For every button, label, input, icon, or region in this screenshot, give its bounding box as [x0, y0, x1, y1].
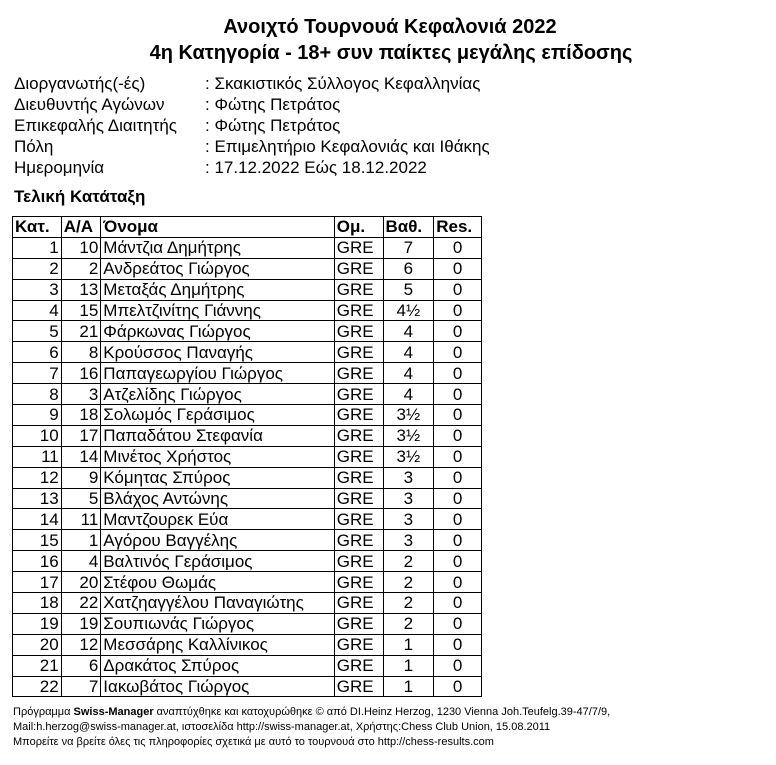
- header-pts: Βαθ.: [383, 217, 434, 238]
- cell-name: Ιακωβάτος Γιώργος: [101, 676, 334, 697]
- cell-points: 2: [383, 613, 434, 634]
- cell-points: 3: [383, 488, 434, 509]
- cell-points: 3½: [383, 405, 434, 426]
- cell-fed: GRE: [334, 342, 383, 363]
- cell-rank: 8: [13, 384, 62, 405]
- cell-aa: 17: [61, 425, 101, 446]
- cell-name: Βλάχος Αντώνης: [101, 488, 334, 509]
- cell-fed: GRE: [334, 488, 383, 509]
- cell-points: 4½: [383, 300, 434, 321]
- info-row-organizer: [14, 73, 490, 94]
- cell-aa: 7: [61, 676, 101, 697]
- cell-aa: 19: [61, 613, 101, 634]
- cell-name: Μπελτζινίτης Γιάννης: [101, 300, 334, 321]
- cell-res: 0: [434, 384, 482, 405]
- cell-res: 0: [434, 258, 482, 279]
- table-header-row: [13, 217, 482, 238]
- cell-name: Φάρκωνας Γιώργος: [101, 321, 334, 342]
- cell-fed: GRE: [334, 384, 383, 405]
- cell-fed: GRE: [334, 572, 383, 593]
- cell-name: Μινέτος Χρήστος: [101, 446, 334, 467]
- cell-points: 4: [383, 363, 434, 384]
- cell-name: Σουπιωνάς Γιώργος: [101, 613, 334, 634]
- table-row: [13, 279, 482, 300]
- info-value: : Φώτης Πετράτος: [205, 95, 341, 114]
- cell-name: Σολωμός Γεράσιμος: [101, 405, 334, 426]
- table-row: [13, 634, 482, 655]
- cell-points: 2: [383, 551, 434, 572]
- cell-fed: GRE: [334, 676, 383, 697]
- cell-rank: 22: [13, 676, 62, 697]
- cell-points: 3: [383, 530, 434, 551]
- cell-aa: 15: [61, 300, 101, 321]
- cell-fed: GRE: [334, 300, 383, 321]
- table-row: [13, 237, 482, 258]
- cell-rank: 14: [13, 509, 62, 530]
- cell-aa: 5: [61, 488, 101, 509]
- footer-line-1: [13, 705, 610, 720]
- cell-name: Ανδρεάτος Γιώργος: [101, 258, 334, 279]
- cell-res: 0: [434, 655, 482, 676]
- cell-points: 2: [383, 572, 434, 593]
- cell-rank: 18: [13, 593, 62, 614]
- table-row: [13, 363, 482, 384]
- cell-name: Μαντζουρεκ Εύα: [101, 509, 334, 530]
- cell-res: 0: [434, 634, 482, 655]
- cell-fed: GRE: [334, 405, 383, 426]
- cell-res: 0: [434, 530, 482, 551]
- cell-fed: GRE: [334, 237, 383, 258]
- standings-table: [12, 216, 482, 697]
- cell-fed: GRE: [334, 425, 383, 446]
- cell-res: 0: [434, 300, 482, 321]
- cell-aa: 12: [61, 634, 101, 655]
- table-row: [13, 488, 482, 509]
- cell-rank: 7: [13, 363, 62, 384]
- cell-res: 0: [434, 467, 482, 488]
- cell-points: 5: [383, 279, 434, 300]
- footer-program-name: Swiss-Manager: [73, 706, 154, 718]
- info-value: : Επιμελητήριο Κεφαλονιάς και Ιθάκης: [205, 137, 490, 156]
- cell-points: 2: [383, 593, 434, 614]
- cell-fed: GRE: [334, 258, 383, 279]
- table-row: [13, 405, 482, 426]
- cell-fed: GRE: [334, 279, 383, 300]
- cell-points: 3½: [383, 446, 434, 467]
- cell-name: Αγόρου Βαγγέλης: [101, 530, 334, 551]
- cell-name: Μεσσάρης Καλλίνικος: [101, 634, 334, 655]
- header-name: Όνομα: [101, 217, 334, 238]
- info-label: Διευθυντής Αγώνων: [14, 95, 165, 114]
- cell-res: 0: [434, 446, 482, 467]
- cell-aa: 13: [61, 279, 101, 300]
- cell-name: Μάντζια Δημήτρης: [101, 237, 334, 258]
- info-label: Επικεφαλής Διαιτητής: [14, 116, 177, 135]
- footer-copyright: αναπτύχθηκε και κατοχυρώθηκε © από DI.Heinz Herzog, 1230 Vienna Joh.Teufelg.39-47/7/9,: [153, 706, 611, 718]
- cell-aa: 9: [61, 467, 101, 488]
- cell-points: 4: [383, 342, 434, 363]
- table-row: [13, 572, 482, 593]
- cell-fed: GRE: [334, 613, 383, 634]
- cell-fed: GRE: [334, 509, 383, 530]
- cell-fed: GRE: [334, 446, 383, 467]
- table-body: [13, 237, 482, 697]
- info-row-arbiter: [14, 115, 490, 136]
- cell-res: 0: [434, 676, 482, 697]
- table-row: [13, 342, 482, 363]
- cell-name: Ατζελίδης Γιώργος: [101, 384, 334, 405]
- cell-rank: 6: [13, 342, 62, 363]
- cell-aa: 4: [61, 551, 101, 572]
- cell-aa: 3: [61, 384, 101, 405]
- cell-points: 3½: [383, 425, 434, 446]
- cell-rank: 17: [13, 572, 62, 593]
- table-row: [13, 300, 482, 321]
- info-row-date: [14, 157, 490, 178]
- cell-aa: 16: [61, 363, 101, 384]
- cell-aa: 18: [61, 405, 101, 426]
- cell-name: Παπαγεωργίου Γιώργος: [101, 363, 334, 384]
- header-fed: Ομ.: [334, 217, 383, 238]
- cell-points: 4: [383, 384, 434, 405]
- cell-rank: 3: [13, 279, 62, 300]
- cell-fed: GRE: [334, 363, 383, 384]
- section-title: Τελική Κατάταξη: [14, 187, 146, 206]
- cell-aa: 20: [61, 572, 101, 593]
- cell-rank: 13: [13, 488, 62, 509]
- cell-aa: 1: [61, 530, 101, 551]
- table-row: [13, 509, 482, 530]
- table-row: [13, 425, 482, 446]
- cell-fed: GRE: [334, 321, 383, 342]
- cell-res: 0: [434, 593, 482, 614]
- cell-res: 0: [434, 405, 482, 426]
- cell-points: 4: [383, 321, 434, 342]
- info-row-city: [14, 136, 490, 157]
- cell-rank: 19: [13, 613, 62, 634]
- cell-rank: 11: [13, 446, 62, 467]
- cell-aa: 10: [61, 237, 101, 258]
- table-row: [13, 446, 482, 467]
- page-title: Ανοιχτό Τουρνουά Κεφαλονιά 2022: [223, 16, 557, 38]
- cell-points: 6: [383, 258, 434, 279]
- cell-name: Χατζηαγγέλου Παναγιώτης: [101, 593, 334, 614]
- table-row: [13, 676, 482, 697]
- cell-aa: 14: [61, 446, 101, 467]
- footer: [13, 705, 610, 750]
- cell-fed: GRE: [334, 655, 383, 676]
- page-subtitle: 4η Κατηγορία - 18+ συν παίκτες μεγάλης επίδοσης: [149, 42, 633, 64]
- cell-fed: GRE: [334, 530, 383, 551]
- cell-res: 0: [434, 613, 482, 634]
- footer-line-3: Μπορείτε να βρείτε όλες τις πληροφορίες σχετικά με αυτό το τουρνουά στο http://chess-results.com: [13, 736, 494, 748]
- info-label: Διοργανωτής(-ές): [14, 74, 146, 93]
- cell-fed: GRE: [334, 634, 383, 655]
- table-row: [13, 551, 482, 572]
- info-label: Ημερομηνία: [14, 158, 105, 177]
- cell-res: 0: [434, 488, 482, 509]
- cell-name: Κόμητας Σπύρος: [101, 467, 334, 488]
- cell-aa: 6: [61, 655, 101, 676]
- cell-name: Κρούσσος Παναγής: [101, 342, 334, 363]
- cell-name: Δρακάτος Σπύρος: [101, 655, 334, 676]
- cell-rank: 21: [13, 655, 62, 676]
- cell-res: 0: [434, 572, 482, 593]
- table-row: [13, 593, 482, 614]
- cell-aa: 22: [61, 593, 101, 614]
- cell-res: 0: [434, 509, 482, 530]
- tournament-info: [14, 73, 490, 178]
- cell-aa: 2: [61, 258, 101, 279]
- cell-rank: 2: [13, 258, 62, 279]
- table-row: [13, 321, 482, 342]
- cell-rank: 5: [13, 321, 62, 342]
- info-label: Πόλη: [14, 137, 54, 156]
- footer-prefix: Πρόγραμμα: [13, 706, 74, 718]
- cell-fed: GRE: [334, 467, 383, 488]
- cell-fed: GRE: [334, 593, 383, 614]
- header-aa: Α/Α: [61, 217, 101, 238]
- cell-res: 0: [434, 363, 482, 384]
- cell-rank: 12: [13, 467, 62, 488]
- cell-res: 0: [434, 342, 482, 363]
- info-value: : Σκακιστικός Σύλλογος Κεφαλληνίας: [205, 74, 481, 93]
- cell-rank: 4: [13, 300, 62, 321]
- cell-points: 1: [383, 676, 434, 697]
- cell-res: 0: [434, 551, 482, 572]
- cell-rank: 20: [13, 634, 62, 655]
- cell-rank: 15: [13, 530, 62, 551]
- header-res: Res.: [434, 217, 482, 238]
- info-value: : Φώτης Πετράτος: [205, 116, 341, 135]
- cell-aa: 21: [61, 321, 101, 342]
- info-value: : 17.12.2022 Εώς 18.12.2022: [205, 158, 427, 177]
- cell-rank: 9: [13, 405, 62, 426]
- table-row: [13, 655, 482, 676]
- footer-line-2: Mail:h.herzog@swiss-manager.at, ιστοσελίδα http://swiss-manager.at, Χρήστης:Chess Club Union, 15.08.2011: [13, 721, 551, 733]
- table-row: [13, 530, 482, 551]
- table-row: [13, 258, 482, 279]
- cell-name: Παπαδάτου Στεφανία: [101, 425, 334, 446]
- header: [0, 14, 776, 66]
- cell-rank: 1: [13, 237, 62, 258]
- cell-fed: GRE: [334, 551, 383, 572]
- cell-rank: 10: [13, 425, 62, 446]
- cell-points: 3: [383, 467, 434, 488]
- table-row: [13, 467, 482, 488]
- header-rank: Κατ.: [13, 217, 62, 238]
- cell-aa: 11: [61, 509, 101, 530]
- table-row: [13, 613, 482, 634]
- cell-name: Μεταξάς Δημήτρης: [101, 279, 334, 300]
- cell-name: Βαλτινός Γεράσιμος: [101, 551, 334, 572]
- cell-aa: 8: [61, 342, 101, 363]
- table-row: [13, 384, 482, 405]
- cell-points: 7: [383, 237, 434, 258]
- cell-res: 0: [434, 321, 482, 342]
- cell-points: 1: [383, 634, 434, 655]
- cell-res: 0: [434, 237, 482, 258]
- cell-points: 3: [383, 509, 434, 530]
- cell-res: 0: [434, 425, 482, 446]
- cell-name: Στέφου Θωμάς: [101, 572, 334, 593]
- cell-rank: 16: [13, 551, 62, 572]
- cell-points: 1: [383, 655, 434, 676]
- cell-res: 0: [434, 279, 482, 300]
- info-row-director: [14, 94, 490, 115]
